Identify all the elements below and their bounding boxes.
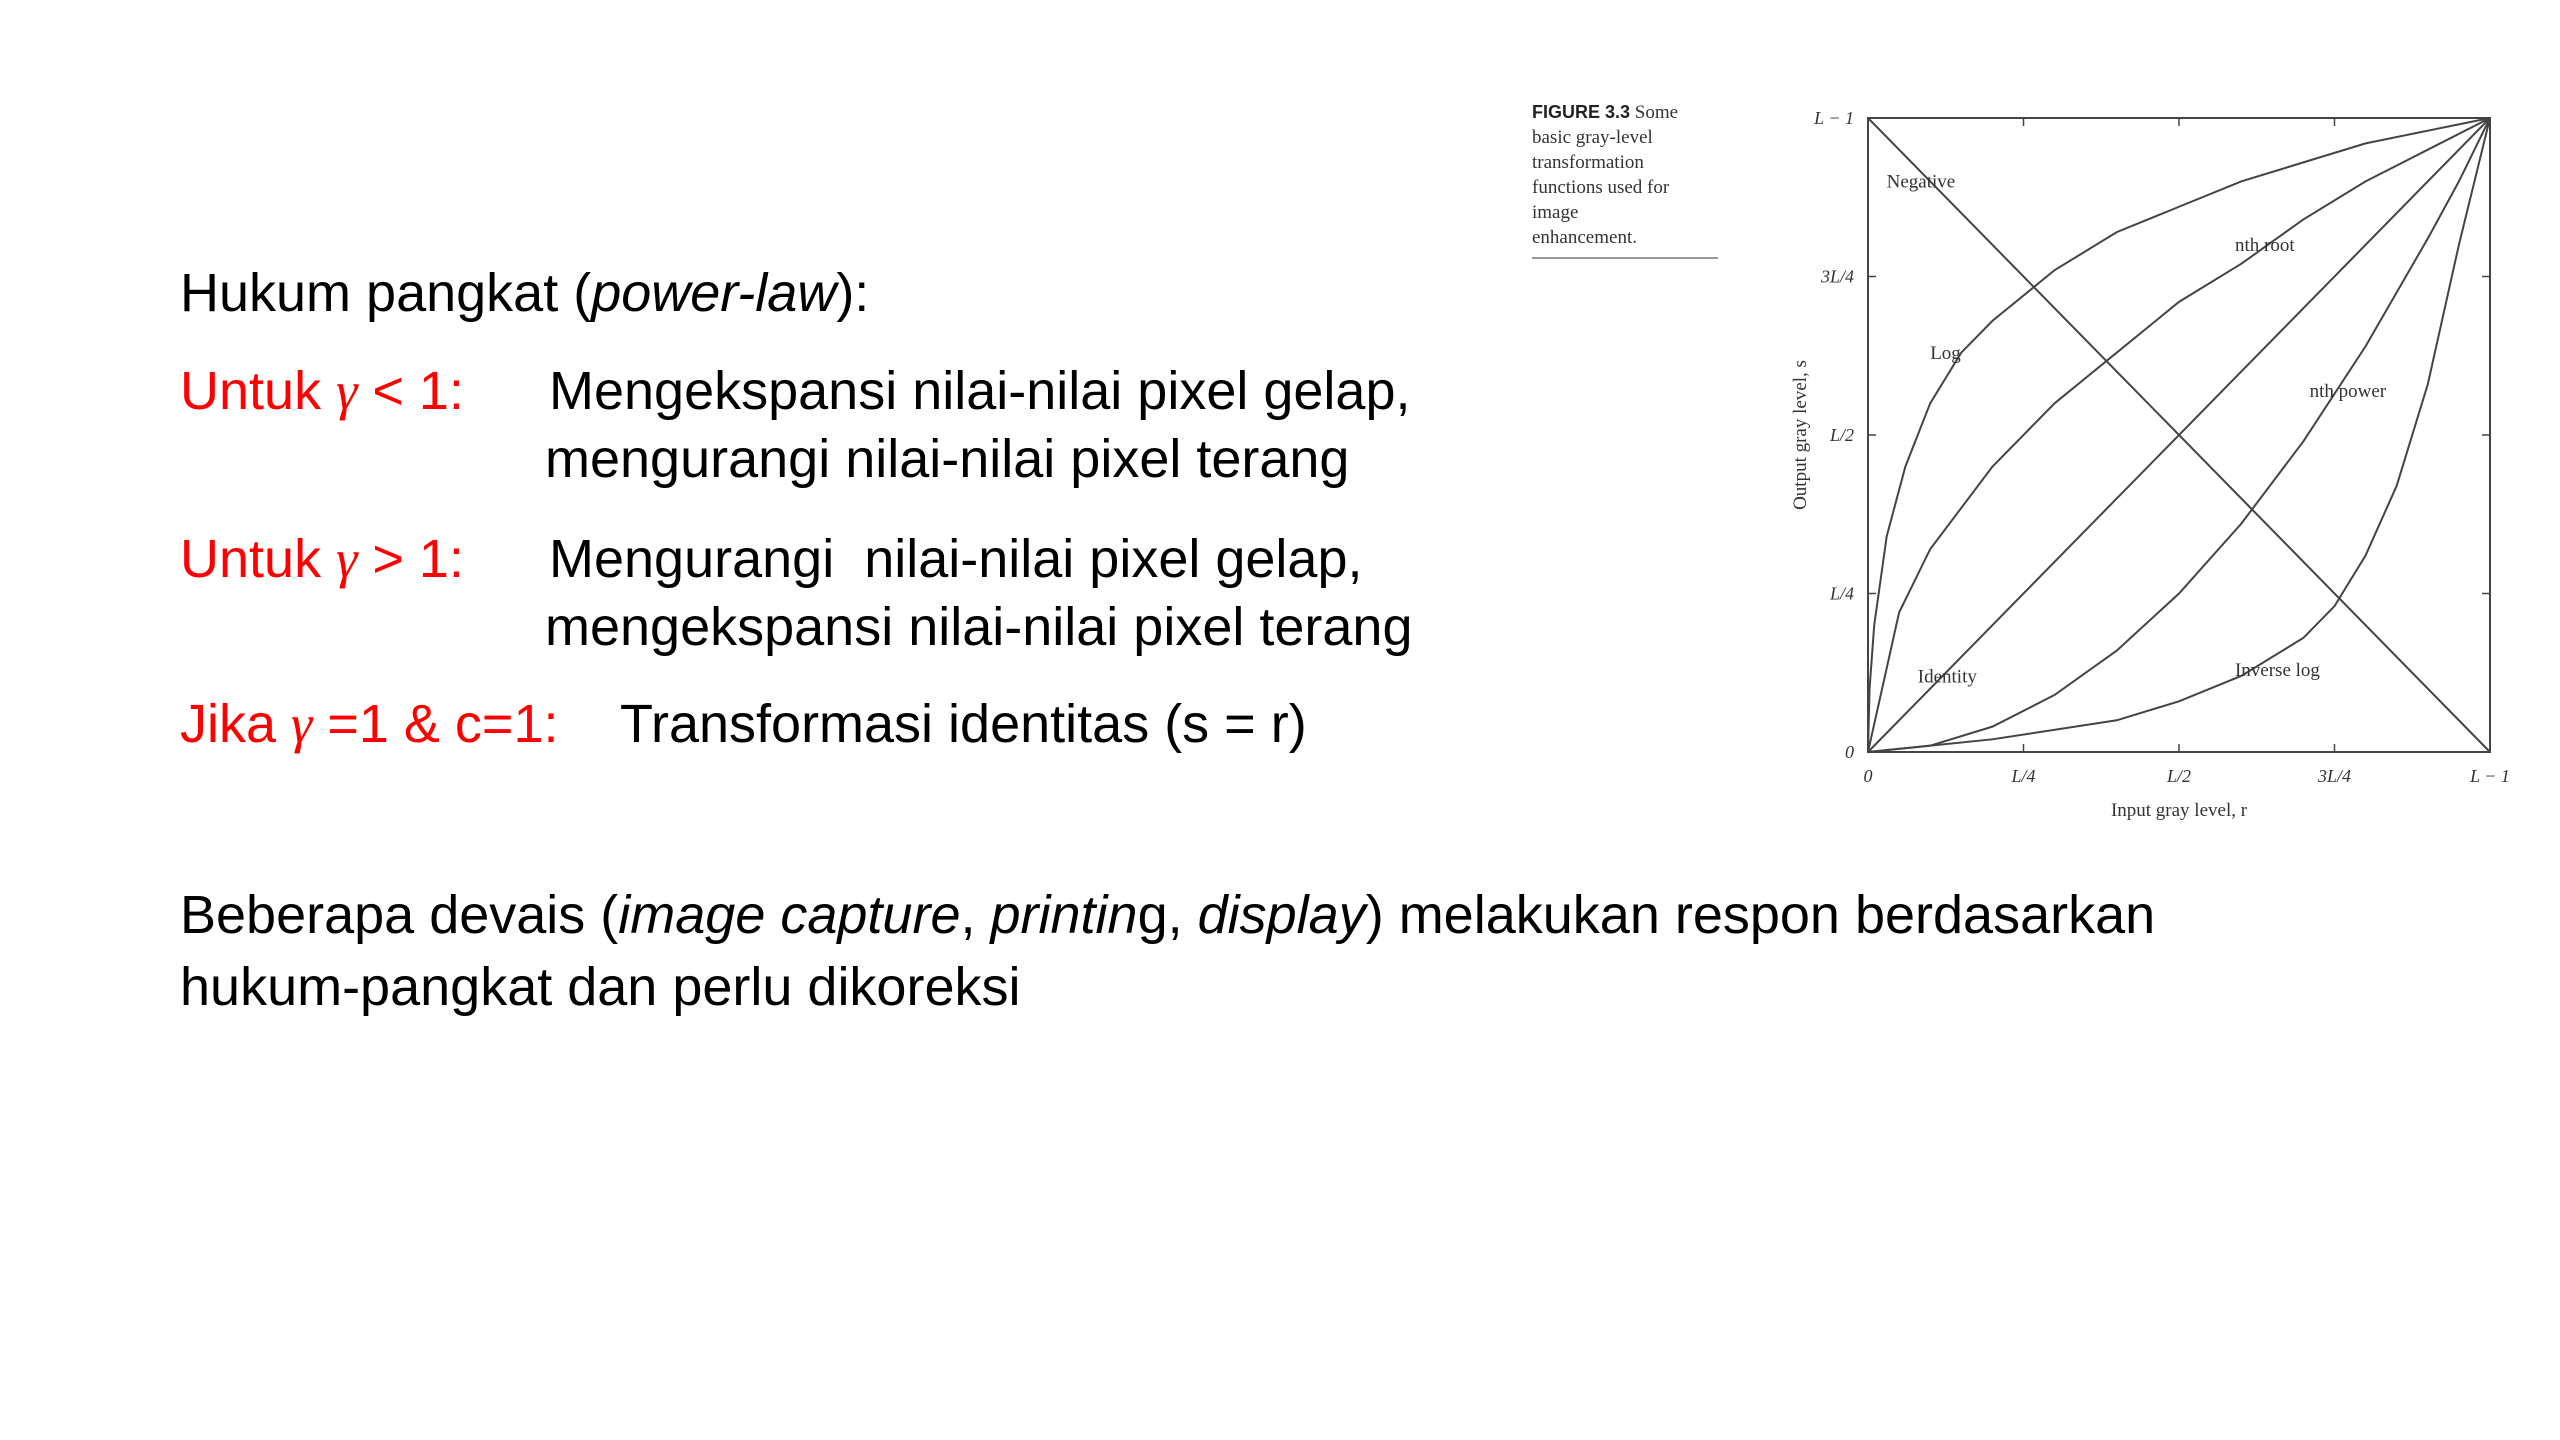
x-axis-title: Input gray level, r [2110, 800, 2248, 821]
rule-3-label-post: =1 & c=1: [312, 694, 559, 754]
x-tick-label: 0 [1863, 766, 1873, 786]
x-tick-label: 3L/4 [2317, 766, 2352, 786]
rule-1-line-2: mengurangi nilai-nilai pixel terang [545, 429, 1350, 489]
caption-line-5: image [1532, 202, 1579, 223]
x-tick-label: L/2 [2166, 766, 2192, 786]
figure-caption [1532, 100, 1717, 250]
curve-label-inverse-log: Inverse log [2234, 659, 2320, 681]
slide-heading [180, 264, 869, 323]
y-axis-title: Output gray level, s [1790, 360, 1811, 510]
rule-3-label-pre: Jika [180, 694, 292, 754]
caption-line-3: transformation [1532, 152, 1644, 173]
note-italic-3: display [1197, 885, 1366, 945]
heading-italic: power-law [591, 263, 837, 323]
caption-divider [1532, 257, 1718, 259]
gamma-symbol: γ [336, 361, 358, 421]
rule-2-label [180, 530, 464, 589]
curve-label-nth-root: nth root [2234, 235, 2295, 257]
curve-label-identity: Identity [1917, 666, 1977, 688]
y-tick-label: L − 1 [1814, 108, 1854, 128]
note-text-1: Beberapa devais ( [180, 885, 619, 945]
note-italic-1: image capture [618, 885, 961, 945]
curve-label-nth-power: nth power [2309, 380, 2387, 402]
note-italic-2: printin [990, 885, 1138, 945]
rule-1-label-pre: Untuk [180, 361, 337, 421]
curve-label-log: Log [1930, 342, 1961, 364]
rule-1-line-1: Mengekspansi nilai-nilai pixel gelap, [549, 361, 1411, 421]
rule-1-label [180, 362, 464, 421]
rule-1-label-post: < 1: [357, 361, 464, 421]
x-tick-label: L − 1 [2470, 766, 2510, 786]
caption-line-4: functions used for [1532, 177, 1670, 198]
rule-3-label [180, 695, 559, 754]
note-line-1 [180, 886, 2155, 945]
rule-2-label-pre: Untuk [180, 529, 337, 589]
note-text-2: , [960, 885, 991, 945]
rule-2-label-post: > 1: [357, 529, 464, 589]
curve-label-negative: Negative [1886, 171, 1956, 193]
y-tick-label: 3L/4 [1820, 266, 1854, 287]
heading-prefix: Hukum pangkat ( [180, 263, 592, 323]
gray-level-transform-chart [1790, 100, 2530, 830]
y-tick-label: L/2 [1829, 425, 1854, 445]
rule-3-line-1: Transformasi identitas (s = r) [620, 694, 1307, 754]
rule-2-line-2: mengekspansi nilai-nilai pixel terang [545, 597, 1413, 657]
rule-2-line-1: Mengurangi nilai-nilai pixel gelap, [549, 529, 1363, 589]
gamma-symbol: γ [336, 529, 358, 589]
note-text-4: ) melakukan respon berdasarkan [1365, 885, 2156, 945]
caption-label: FIGURE 3.3 [1532, 102, 1631, 122]
gamma-symbol: γ [291, 694, 313, 754]
caption-line-2: basic gray-level [1532, 127, 1653, 148]
note-line-2: hukum-pangkat dan perlu dikoreksi [180, 957, 1021, 1017]
x-tick-label: L/4 [2011, 766, 2036, 786]
heading-suffix: ): [836, 263, 870, 323]
chart-series [1868, 118, 2490, 752]
note-text-3: g, [1137, 885, 1198, 945]
y-tick-label: 0 [1845, 742, 1854, 762]
caption-line-6: enhancement. [1532, 227, 1637, 248]
y-tick-label: L/4 [1829, 583, 1854, 604]
caption-line-1: Some [1634, 102, 1679, 123]
